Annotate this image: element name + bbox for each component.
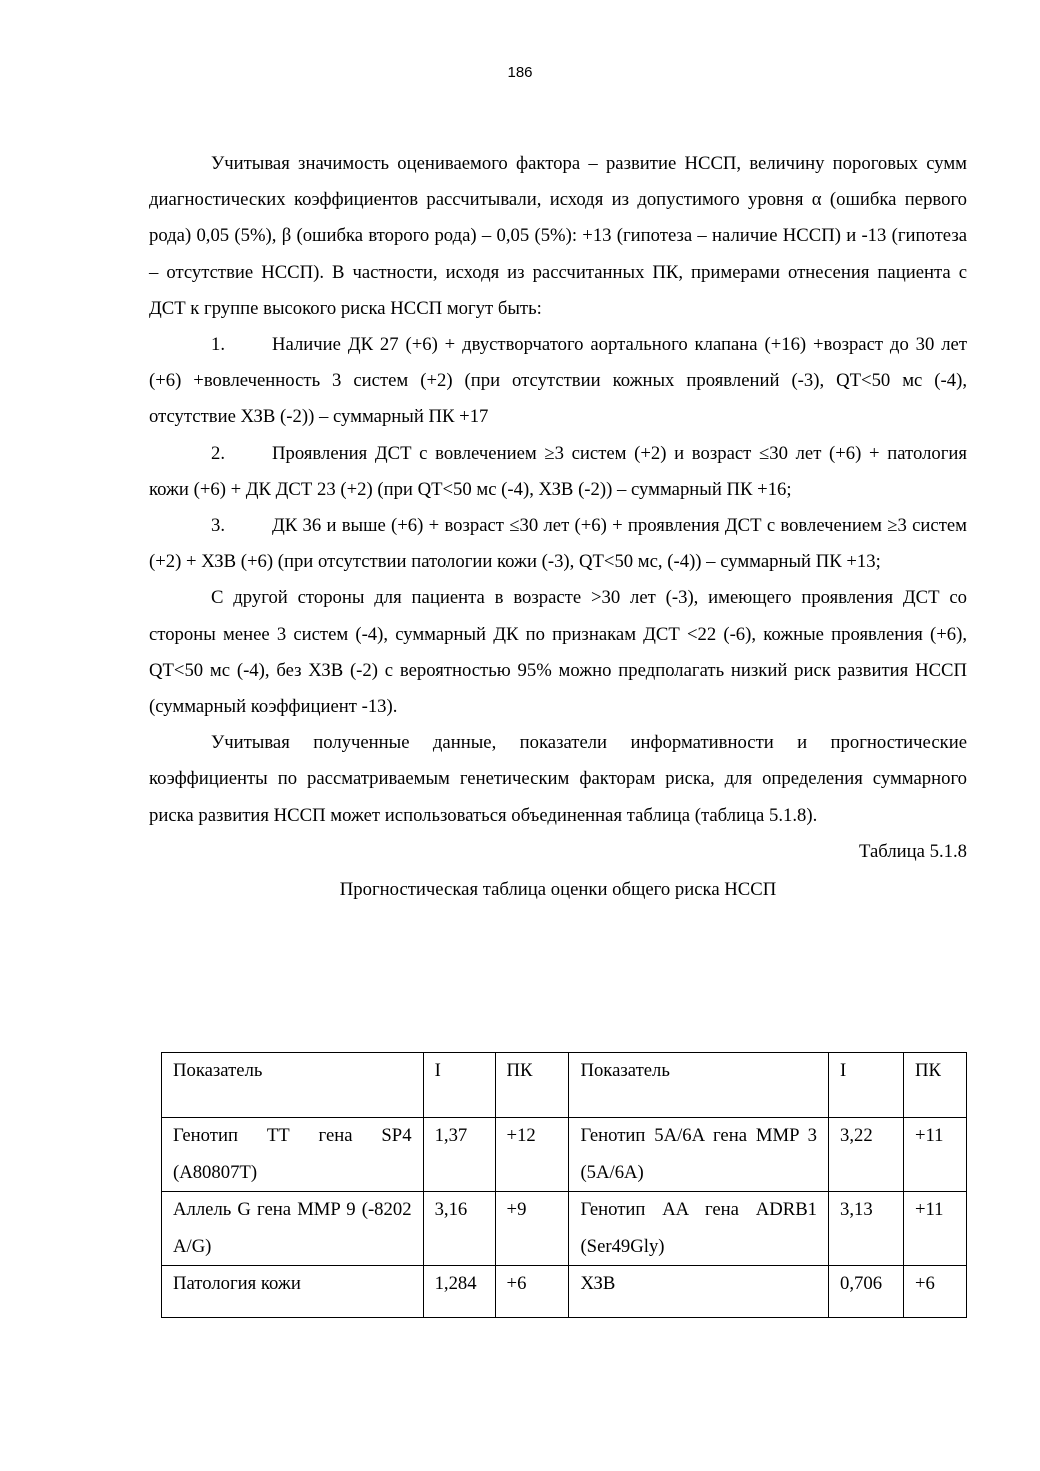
list-item-2 [149,436,967,508]
list-item-3-rest: ≥3 систем (+2) + ХЗВ (+6) (при отсутствии патологии кожи (-3), QT<50 мс, (-4)) – суммарный ПК +13; [149,515,967,573]
cell-indicator: Генотип ТТ гена SP4 (A80807T) [162,1118,424,1192]
cell-pk: +6 [495,1266,569,1318]
list-item-1-number: 1. [211,334,226,356]
list-item-1 [149,327,967,436]
table-row [162,1118,967,1192]
table-label: Таблица 5.1.8 [859,840,967,862]
table-row [162,1192,967,1266]
page-number: 186 [507,64,533,81]
cell-i: 1,284 [423,1266,495,1318]
table-row [162,1266,967,1318]
list-item-3 [149,508,967,580]
table-header-row [162,1053,967,1118]
list-item-3-number: 3. [211,515,226,537]
cell-pk: +6 [903,1266,966,1318]
cell-indicator: Патология кожи [162,1266,424,1318]
cell-pk: +12 [495,1118,569,1192]
cell-indicator: Аллель G гена MMP 9 (-8202 A/G) [162,1192,424,1266]
risk-table [161,1052,967,1318]
cell-i: 3,16 [423,1192,495,1266]
cell-indicator: ХЗВ [569,1266,829,1318]
cell-indicator: Генотип 5A/6A гена MMP 3 (5A/6A) [569,1118,829,1192]
list-item-2-rest: патология кожи (+6) + ДК ДСТ 23 (+2) (при QT<50 мс (-4), ХЗВ (-2)) – суммарный ПК +16; [149,442,968,500]
header-pk-right: ПК [903,1053,966,1118]
table-title: Прогностическая таблица оценки общего риска НССП [339,879,777,901]
header-i-right: I [829,1053,904,1118]
cell-pk: +11 [903,1118,966,1192]
header-pk-left: ПК [495,1053,569,1118]
list-item-1-first-line: Наличие ДК 27 (+6) + двустворчатого аортального клапана (+16) +возраст до [272,334,909,356]
paragraph-other-side: С другой стороны для пациента в возрасте >30 лет (-3), имеющего проявления ДСТ со стороны менее 3 систем (-4), суммарный ДК по признакам ДСТ <22 (-6), кожные проявления (+6), QT<50 мс (-4), без ХЗВ (-2) с вероятностью 95% можно предполагать низкий риск развития НССП (суммарный коэффициент -13). [149,587,967,718]
cell-i: 0,706 [829,1266,904,1318]
header-i-left: I [423,1053,495,1118]
list-item-2-first-line: Проявления ДСТ с вовлечением ≥3 систем (+2) и возраст ≤30 лет (+6) + [272,442,880,464]
cell-pk: +11 [903,1192,966,1266]
paragraph-intro: Учитывая значимость оцениваемого фактора – развитие НССП, величину пороговых сумм диагностических коэффициентов рассчитывали, исходя из допустимого уровня α (ошибка первого рода) 0,05 (5%), β (ошибка второго рода) – 0,05 (5%): +13 (гипотеза – наличие НССП) и -13 (гипотеза – отсутствие НССП). В частности, исходя из рассчитанных ПК, примерами отнесения пациента с ДСТ к группе высокого риска НССП могут быть: [149,153,967,319]
header-indicator-left: Показатель [162,1053,424,1118]
list-item-1-rest: 30 лет (+6) +вовлеченность 3 систем (+2) (при отсутствии кожных проявлений (-3), QT<50 мс (-4), отсутствие ХЗВ (-2)) – суммарный ПК +17 [149,334,968,428]
list-item-2-number: 2. [211,442,226,464]
header-indicator-right: Показатель [569,1053,829,1118]
cell-i: 1,37 [423,1118,495,1192]
cell-pk: +9 [495,1192,569,1266]
paragraph-conclusion: Учитывая полученные данные, показатели информативности и прогностические коэффициенты по рассматриваемым генетическим факторам риска, для определения суммарного риска развития НССП может использоваться объединенная таблица (таблица 5.1.8). [149,732,967,826]
list-item-3-first-line: ДК 36 и выше (+6) + возраст ≤30 лет (+6) + проявления ДСТ с вовлечением [272,515,882,537]
cell-i: 3,13 [829,1192,904,1266]
document-body [149,146,967,908]
cell-i: 3,22 [829,1118,904,1192]
cell-indicator: Генотип AA гена ADRB1 (Ser49Gly) [569,1192,829,1266]
